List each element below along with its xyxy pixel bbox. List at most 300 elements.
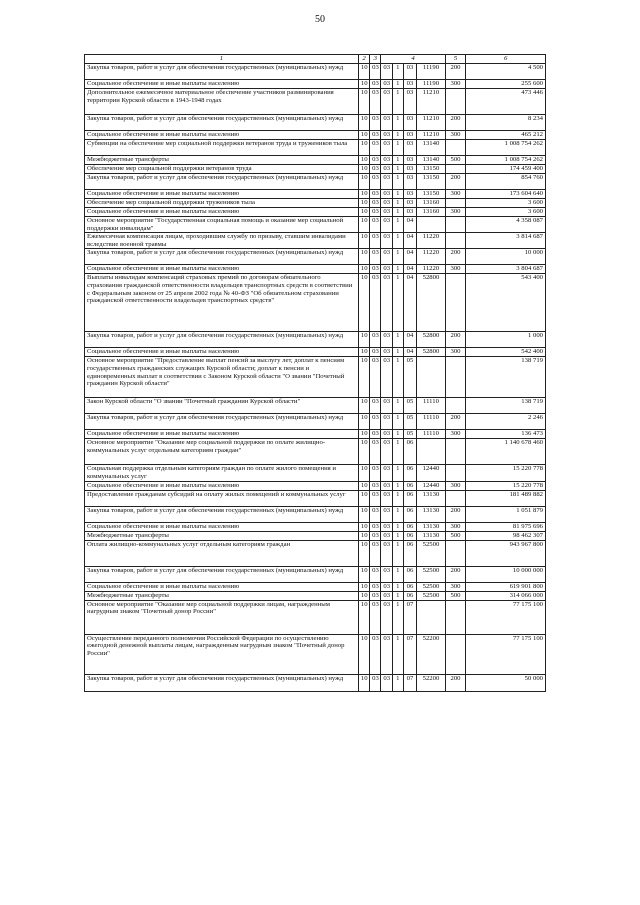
row-direction-cell: 13150	[417, 190, 446, 199]
row-subprogram-cell: 1	[392, 332, 403, 348]
row-subprogram-cell: 1	[392, 190, 403, 199]
row-section-cell: 10	[358, 332, 369, 348]
table-row	[85, 439, 546, 465]
row-sum-cell: 314 066 000	[466, 591, 546, 600]
row-event-cell: 06	[403, 481, 416, 490]
row-section-cell: 10	[358, 156, 369, 165]
row-name-cell: Межбюджетные трансферты	[85, 591, 359, 600]
row-event-cell: 06	[403, 540, 416, 566]
table-row	[85, 274, 546, 332]
row-expense-type-cell: 200	[445, 414, 465, 430]
row-subsection-cell: 03	[370, 265, 381, 274]
row-event-cell: 04	[403, 348, 416, 357]
row-section-cell: 10	[358, 265, 369, 274]
row-program-cell: 03	[381, 430, 392, 439]
row-direction-cell: 13130	[417, 522, 446, 531]
row-expense-type-cell	[445, 465, 465, 481]
table-row	[85, 80, 546, 89]
row-subsection-cell: 03	[370, 481, 381, 490]
row-subsection-cell: 03	[370, 540, 381, 566]
row-direction-cell: 11110	[417, 398, 446, 414]
row-section-cell: 10	[358, 174, 369, 190]
row-subsection-cell: 03	[370, 439, 381, 465]
row-sum-cell: 465 212	[466, 131, 546, 140]
table-row	[85, 540, 546, 566]
row-program-cell: 03	[381, 398, 392, 414]
row-direction-cell: 11220	[417, 265, 446, 274]
row-subsection-cell: 03	[370, 190, 381, 199]
row-expense-type-cell: 500	[445, 531, 465, 540]
row-program-cell: 03	[381, 249, 392, 265]
row-subprogram-cell: 1	[392, 89, 403, 115]
row-name-cell: Закупка товаров, работ и услуг для обеспечения государственных (муниципальных) нужд	[85, 249, 359, 265]
row-sum-cell: 136 473	[466, 430, 546, 439]
row-event-cell: 03	[403, 80, 416, 89]
budget-table	[84, 54, 546, 692]
row-name-cell: Закупка товаров, работ и услуг для обеспечения государственных (муниципальных) нужд	[85, 414, 359, 430]
row-expense-type-cell: 300	[445, 582, 465, 591]
row-name-cell: Закупка товаров, работ и услуг для обеспечения государственных (муниципальных) нужд	[85, 506, 359, 522]
row-event-cell: 04	[403, 217, 416, 233]
row-direction-cell: 13130	[417, 490, 446, 506]
row-expense-type-cell	[445, 89, 465, 115]
row-expense-type-cell: 300	[445, 190, 465, 199]
row-section-cell: 10	[358, 582, 369, 591]
table-row	[85, 348, 546, 357]
row-expense-type-cell: 300	[445, 348, 465, 357]
row-program-cell: 03	[381, 233, 392, 249]
row-event-cell: 05	[403, 414, 416, 430]
row-section-cell: 10	[358, 481, 369, 490]
row-name-cell: Межбюджетные трансферты	[85, 156, 359, 165]
row-subsection-cell: 03	[370, 398, 381, 414]
row-section-cell: 10	[358, 540, 369, 566]
row-name-cell: Социальное обеспечение и иные выплаты населению	[85, 208, 359, 217]
row-event-cell: 06	[403, 522, 416, 531]
row-section-cell: 10	[358, 80, 369, 89]
row-direction-cell: 13140	[417, 156, 446, 165]
row-subsection-cell: 03	[370, 156, 381, 165]
row-event-cell: 03	[403, 208, 416, 217]
row-name-cell: Закупка товаров, работ и услуг для обеспечения государственных (муниципальных) нужд	[85, 332, 359, 348]
row-name-cell: Социальное обеспечение и иные выплаты населению	[85, 582, 359, 591]
row-program-cell: 03	[381, 600, 392, 634]
row-subsection-cell: 03	[370, 208, 381, 217]
row-direction-cell: 13150	[417, 174, 446, 190]
row-program-cell: 03	[381, 217, 392, 233]
row-sum-cell: 174 459 400	[466, 165, 546, 174]
row-sum-cell: 4 358 087	[466, 217, 546, 233]
row-expense-type-cell: 200	[445, 332, 465, 348]
row-subsection-cell: 03	[370, 348, 381, 357]
row-subprogram-cell: 1	[392, 439, 403, 465]
row-subsection-cell: 03	[370, 357, 381, 398]
row-event-cell: 05	[403, 357, 416, 398]
row-program-cell: 03	[381, 439, 392, 465]
row-name-cell: Социальное обеспечение и иные выплаты населению	[85, 80, 359, 89]
row-program-cell: 03	[381, 634, 392, 674]
row-direction-cell	[417, 439, 446, 465]
row-name-cell: Межбюджетные трансферты	[85, 531, 359, 540]
row-program-cell: 03	[381, 165, 392, 174]
row-subprogram-cell: 1	[392, 265, 403, 274]
row-program-cell: 03	[381, 80, 392, 89]
row-name-cell: Ежемесячная компенсация лицам, проходившим службу по призыву, ставшим инвалидами вследствие военной травмы	[85, 233, 359, 249]
row-program-cell: 03	[381, 156, 392, 165]
row-event-cell: 06	[403, 566, 416, 582]
table-row	[85, 233, 546, 249]
table-row	[85, 600, 546, 634]
row-program-cell: 03	[381, 566, 392, 582]
row-section-cell: 10	[358, 634, 369, 674]
row-program-cell: 03	[381, 208, 392, 217]
row-section-cell: 10	[358, 357, 369, 398]
table-row	[85, 199, 546, 208]
table-row	[85, 89, 546, 115]
table-row	[85, 465, 546, 481]
row-direction-cell: 11190	[417, 64, 446, 80]
row-program-cell: 03	[381, 89, 392, 115]
row-event-cell: 07	[403, 634, 416, 674]
row-event-cell: 03	[403, 89, 416, 115]
row-sum-cell: 619 901 800	[466, 582, 546, 591]
row-subprogram-cell: 1	[392, 174, 403, 190]
row-name-cell: Основное мероприятие "Оказание мер социальной поддержки по оплате жилищно-коммунальных услуг отдельным категориям граждан"	[85, 439, 359, 465]
row-expense-type-cell: 300	[445, 481, 465, 490]
row-subprogram-cell: 1	[392, 481, 403, 490]
row-section-cell: 10	[358, 233, 369, 249]
row-section-cell: 10	[358, 249, 369, 265]
table-row	[85, 566, 546, 582]
row-subsection-cell: 03	[370, 174, 381, 190]
row-direction-cell: 11190	[417, 80, 446, 89]
row-subsection-cell: 03	[370, 64, 381, 80]
row-subsection-cell: 03	[370, 531, 381, 540]
table-row	[85, 165, 546, 174]
row-direction-cell: 13130	[417, 506, 446, 522]
row-section-cell: 10	[358, 131, 369, 140]
table-body	[85, 64, 546, 692]
row-program-cell: 03	[381, 190, 392, 199]
row-section-cell: 10	[358, 89, 369, 115]
column-header-section: 2	[358, 55, 369, 64]
row-program-cell: 03	[381, 490, 392, 506]
row-event-cell: 06	[403, 531, 416, 540]
row-section-cell: 10	[358, 274, 369, 332]
row-event-cell: 04	[403, 233, 416, 249]
row-subprogram-cell: 1	[392, 522, 403, 531]
row-direction-cell: 13160	[417, 199, 446, 208]
row-sum-cell: 10 000 000	[466, 566, 546, 582]
page-number: 50	[315, 14, 325, 25]
row-program-cell: 03	[381, 348, 392, 357]
row-subsection-cell: 03	[370, 89, 381, 115]
row-event-cell: 06	[403, 465, 416, 481]
row-sum-cell: 98 462 307	[466, 531, 546, 540]
row-section-cell: 10	[358, 674, 369, 691]
row-expense-type-cell: 200	[445, 506, 465, 522]
row-name-cell: Обеспечение мер социальной поддержки тружеников тыла	[85, 199, 359, 208]
row-sum-cell: 50 000	[466, 674, 546, 691]
row-subsection-cell: 03	[370, 490, 381, 506]
row-sum-cell: 3 600	[466, 199, 546, 208]
row-subprogram-cell: 1	[392, 131, 403, 140]
row-name-cell: Дополнительное ежемесячное материальное обеспечение участников разминирования территории Курской области в 1943-1948 годах	[85, 89, 359, 115]
row-program-cell: 03	[381, 199, 392, 208]
row-subprogram-cell: 1	[392, 506, 403, 522]
row-subsection-cell: 03	[370, 80, 381, 89]
row-sum-cell: 543 400	[466, 274, 546, 332]
row-program-cell: 03	[381, 540, 392, 566]
row-event-cell: 03	[403, 115, 416, 131]
column-number-row	[85, 55, 546, 64]
row-subprogram-cell: 1	[392, 430, 403, 439]
row-direction-cell: 11110	[417, 414, 446, 430]
row-expense-type-cell: 300	[445, 265, 465, 274]
row-section-cell: 10	[358, 398, 369, 414]
row-sum-cell: 3 600	[466, 208, 546, 217]
row-name-cell: Закупка товаров, работ и услуг для обеспечения государственных (муниципальных) нужд	[85, 674, 359, 691]
row-program-cell: 03	[381, 522, 392, 531]
row-expense-type-cell: 500	[445, 591, 465, 600]
row-direction-cell: 52800	[417, 274, 446, 332]
row-program-cell: 03	[381, 265, 392, 274]
column-header-subsection: 3	[370, 55, 381, 64]
row-name-cell: Закупка товаров, работ и услуг для обеспечения государственных (муниципальных) нужд	[85, 115, 359, 131]
row-event-cell: 07	[403, 600, 416, 634]
row-section-cell: 10	[358, 217, 369, 233]
row-program-cell: 03	[381, 140, 392, 156]
row-section-cell: 10	[358, 591, 369, 600]
row-subsection-cell: 03	[370, 165, 381, 174]
table-row	[85, 522, 546, 531]
row-name-cell: Закупка товаров, работ и услуг для обеспечения государственных (муниципальных) нужд	[85, 174, 359, 190]
row-subsection-cell: 03	[370, 582, 381, 591]
row-direction-cell: 11210	[417, 131, 446, 140]
row-section-cell: 10	[358, 64, 369, 80]
row-direction-cell	[417, 600, 446, 634]
row-expense-type-cell: 300	[445, 131, 465, 140]
row-subprogram-cell: 1	[392, 233, 403, 249]
row-name-cell: Социальное обеспечение и иные выплаты населению	[85, 348, 359, 357]
row-name-cell: Осуществление переданного полномочия Российской Федерации по осуществлению ежегодной денежной выплаты лицам, награжденным нагрудным знаком "Почетный донор России"	[85, 634, 359, 674]
row-direction-cell	[417, 357, 446, 398]
table-row	[85, 217, 546, 233]
row-expense-type-cell: 300	[445, 430, 465, 439]
row-expense-type-cell	[445, 490, 465, 506]
table-row	[85, 674, 546, 691]
row-name-cell: Закупка товаров, работ и услуг для обеспечения государственных (муниципальных) нужд	[85, 64, 359, 80]
row-subsection-cell: 03	[370, 414, 381, 430]
row-subsection-cell: 03	[370, 465, 381, 481]
row-direction-cell: 11110	[417, 430, 446, 439]
row-subprogram-cell: 1	[392, 208, 403, 217]
row-name-cell: Обеспечение мер социальной поддержки ветеранов труда	[85, 165, 359, 174]
row-subsection-cell: 03	[370, 115, 381, 131]
row-program-cell: 03	[381, 332, 392, 348]
row-direction-cell: 13150	[417, 165, 446, 174]
row-sum-cell: 4 500	[466, 64, 546, 80]
table-row	[85, 591, 546, 600]
table-row	[85, 634, 546, 674]
row-program-cell: 03	[381, 481, 392, 490]
row-subprogram-cell: 1	[392, 217, 403, 233]
row-subprogram-cell: 1	[392, 582, 403, 591]
row-expense-type-cell	[445, 439, 465, 465]
row-sum-cell: 138 719	[466, 398, 546, 414]
row-program-cell: 03	[381, 274, 392, 332]
row-name-cell: Основное мероприятие "Предоставление выплат пенсий за выслугу лет, доплат к пенсиям государственных гражданских служащих Курской области; доплат к пенсии и единовременных выплат в соответствии с Законом Курской области "О звании "Почетный гражданин Курской области"	[85, 357, 359, 398]
row-name-cell: Социальное обеспечение и иные выплаты населению	[85, 190, 359, 199]
table-row	[85, 190, 546, 199]
row-expense-type-cell	[445, 199, 465, 208]
row-name-cell: Предоставление гражданам субсидий на оплату жилых помещений и коммунальных услуг	[85, 490, 359, 506]
row-event-cell: 03	[403, 140, 416, 156]
row-subprogram-cell: 1	[392, 600, 403, 634]
row-event-cell: 03	[403, 199, 416, 208]
row-sum-cell: 173 604 640	[466, 190, 546, 199]
table-row	[85, 398, 546, 414]
row-subprogram-cell: 1	[392, 80, 403, 89]
row-program-cell: 03	[381, 414, 392, 430]
row-sum-cell: 854 760	[466, 174, 546, 190]
row-event-cell: 05	[403, 430, 416, 439]
row-name-cell: Выплаты инвалидам компенсаций страховых премий по договорам обязательного страхования гражданской ответственности владельцев транспортных средств в соответствии с Федеральным законом от 25 апреля 2002 года № 40-ФЗ "Об обязательном страховании гражданской ответственности владельцев транспортных средств"	[85, 274, 359, 332]
row-event-cell: 06	[403, 591, 416, 600]
table-row	[85, 414, 546, 430]
row-expense-type-cell	[445, 540, 465, 566]
table-row	[85, 582, 546, 591]
row-event-cell: 05	[403, 398, 416, 414]
row-expense-type-cell: 500	[445, 156, 465, 165]
row-sum-cell: 81 975 696	[466, 522, 546, 531]
table-row	[85, 115, 546, 131]
row-expense-type-cell	[445, 165, 465, 174]
row-subsection-cell: 03	[370, 199, 381, 208]
row-event-cell: 04	[403, 274, 416, 332]
row-expense-type-cell: 200	[445, 566, 465, 582]
row-expense-type-cell: 200	[445, 64, 465, 80]
row-event-cell: 03	[403, 156, 416, 165]
row-program-cell: 03	[381, 174, 392, 190]
row-name-cell: Закупка товаров, работ и услуг для обеспечения государственных (муниципальных) нужд	[85, 566, 359, 582]
row-event-cell: 07	[403, 674, 416, 691]
table-row	[85, 208, 546, 217]
row-section-cell: 10	[358, 115, 369, 131]
row-subsection-cell: 03	[370, 274, 381, 332]
row-direction-cell: 13130	[417, 531, 446, 540]
row-direction-cell: 12440	[417, 465, 446, 481]
row-subprogram-cell: 1	[392, 249, 403, 265]
row-direction-cell: 52500	[417, 582, 446, 591]
row-subprogram-cell: 1	[392, 199, 403, 208]
row-program-cell: 03	[381, 465, 392, 481]
row-subprogram-cell: 1	[392, 398, 403, 414]
row-name-cell: Социальная поддержка отдельным категориям граждан по оплате жилого помещения и коммунальных услуг	[85, 465, 359, 481]
row-expense-type-cell: 200	[445, 174, 465, 190]
row-expense-type-cell: 200	[445, 249, 465, 265]
column-header-sum: 6	[466, 55, 546, 64]
row-program-cell: 03	[381, 131, 392, 140]
column-header-expense-type: 5	[445, 55, 465, 64]
row-subsection-cell: 03	[370, 634, 381, 674]
row-subsection-cell: 03	[370, 506, 381, 522]
row-subprogram-cell: 1	[392, 465, 403, 481]
row-section-cell: 10	[358, 490, 369, 506]
row-direction-cell: 11220	[417, 249, 446, 265]
row-section-cell: 10	[358, 208, 369, 217]
row-subsection-cell: 03	[370, 233, 381, 249]
table-row	[85, 430, 546, 439]
row-expense-type-cell	[445, 274, 465, 332]
row-sum-cell: 1 008 754 262	[466, 140, 546, 156]
row-subsection-cell: 03	[370, 332, 381, 348]
row-section-cell: 10	[358, 600, 369, 634]
row-subprogram-cell: 1	[392, 531, 403, 540]
row-direction-cell: 52200	[417, 634, 446, 674]
row-expense-type-cell: 300	[445, 522, 465, 531]
row-name-cell: Оплата жилищно-коммунальных услуг отдельным категориям граждан	[85, 540, 359, 566]
row-name-cell: Основное мероприятие "Государственная социальная помощь и оказание мер социальной поддержки инвалидам"	[85, 217, 359, 233]
row-sum-cell: 473 446	[466, 89, 546, 115]
row-event-cell: 03	[403, 190, 416, 199]
row-event-cell: 03	[403, 174, 416, 190]
row-direction-cell: 52500	[417, 566, 446, 582]
row-section-cell: 10	[358, 522, 369, 531]
row-sum-cell: 542 400	[466, 348, 546, 357]
row-sum-cell: 1 008 754 262	[466, 156, 546, 165]
row-subprogram-cell: 1	[392, 115, 403, 131]
row-sum-cell: 1 000	[466, 332, 546, 348]
row-direction-cell: 11210	[417, 89, 446, 115]
row-sum-cell: 15 220 778	[466, 465, 546, 481]
row-sum-cell: 943 967 800	[466, 540, 546, 566]
row-event-cell: 06	[403, 582, 416, 591]
table-row	[85, 174, 546, 190]
row-name-cell: Субвенции на обеспечение мер социальной поддержки ветеранов труда и тружеников тыла	[85, 140, 359, 156]
row-expense-type-cell	[445, 217, 465, 233]
row-event-cell: 06	[403, 506, 416, 522]
table-row	[85, 332, 546, 348]
row-subprogram-cell: 1	[392, 566, 403, 582]
row-name-cell: Основное мероприятие "Оказание мер социальной поддержки лицам, награжденным нагрудным знаком "Почетный донор России"	[85, 600, 359, 634]
table-row	[85, 531, 546, 540]
row-section-cell: 10	[358, 430, 369, 439]
row-subsection-cell: 03	[370, 430, 381, 439]
row-section-cell: 10	[358, 165, 369, 174]
row-direction-cell: 52500	[417, 540, 446, 566]
row-subsection-cell: 03	[370, 674, 381, 691]
table-row	[85, 64, 546, 80]
row-sum-cell: 77 175 100	[466, 600, 546, 634]
row-subsection-cell: 03	[370, 217, 381, 233]
row-direction-cell: 13140	[417, 140, 446, 156]
column-header-target-article: 4	[381, 55, 445, 64]
row-subprogram-cell: 1	[392, 634, 403, 674]
row-subprogram-cell: 1	[392, 674, 403, 691]
row-program-cell: 03	[381, 64, 392, 80]
column-header-name: 1	[85, 55, 359, 64]
table-row	[85, 140, 546, 156]
row-subprogram-cell: 1	[392, 490, 403, 506]
row-direction-cell: 13160	[417, 208, 446, 217]
row-subsection-cell: 03	[370, 131, 381, 140]
table-row	[85, 131, 546, 140]
table-row	[85, 481, 546, 490]
row-sum-cell: 2 246	[466, 414, 546, 430]
row-subprogram-cell: 1	[392, 414, 403, 430]
table-row	[85, 265, 546, 274]
